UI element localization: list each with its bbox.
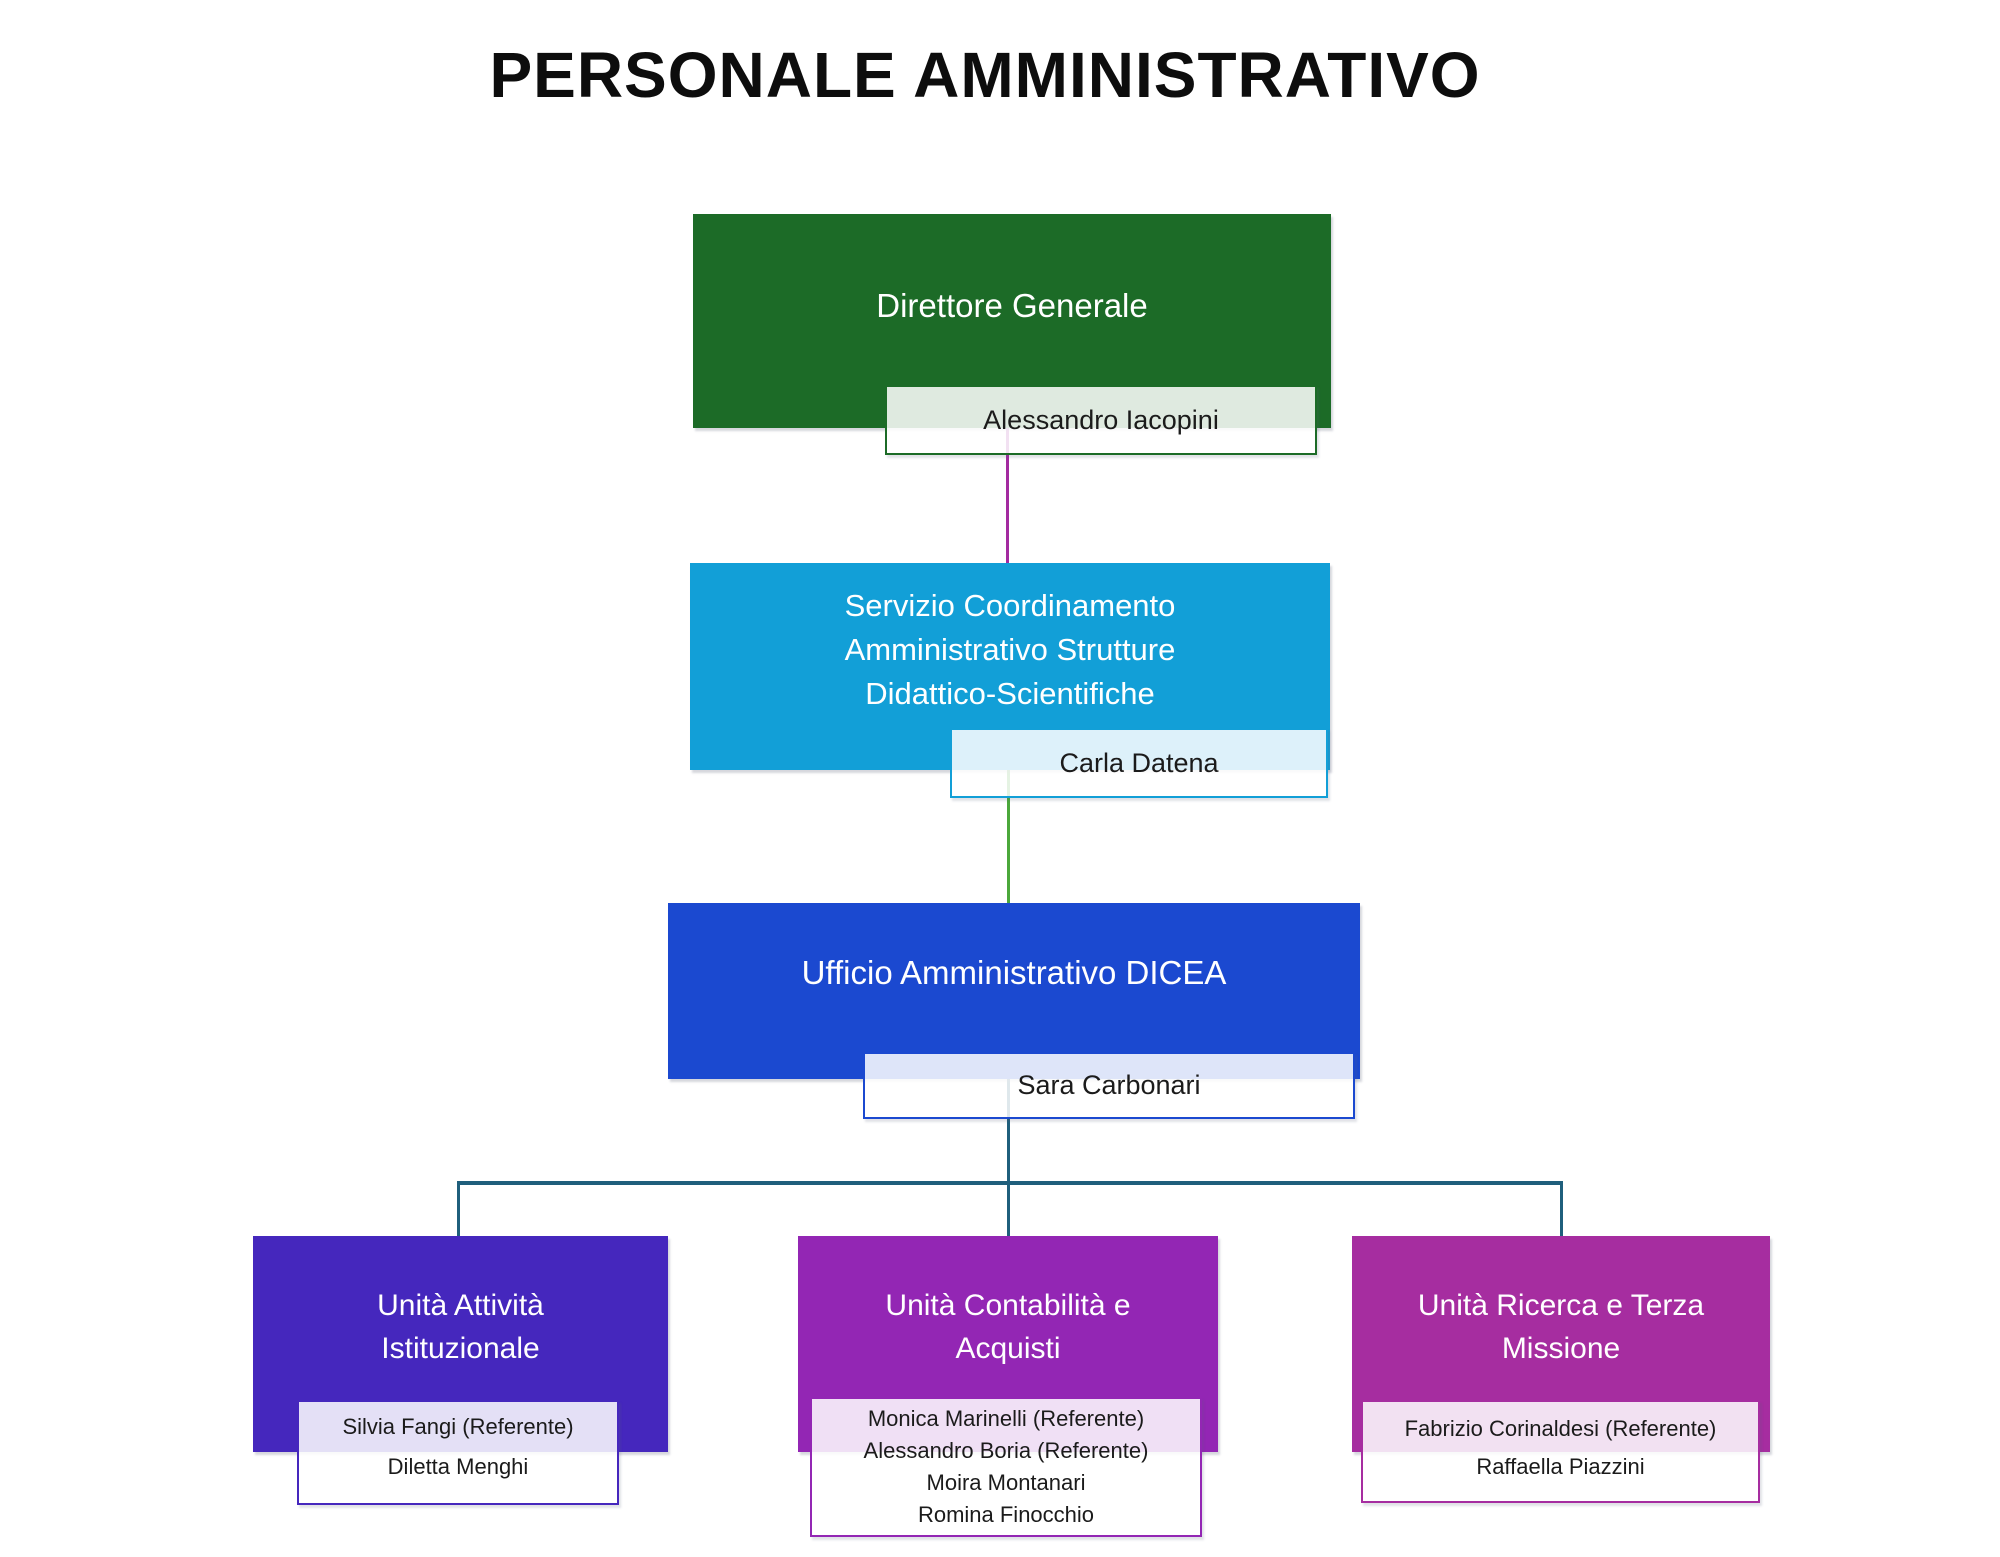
person-name: Moira Montanari	[926, 1470, 1086, 1495]
person-name: Alessandro Boria (Referente)	[863, 1438, 1149, 1463]
name-tag-direttore	[885, 385, 1317, 455]
person-name: Silvia Fangi (Referente)	[342, 1413, 574, 1439]
connector-drop-contabilita	[1007, 1181, 1010, 1236]
name-tag-ufficio	[863, 1052, 1355, 1119]
node-title-line: Amministrativo Strutture	[844, 631, 1176, 667]
node-title: Ufficio Amministrativo DICEA	[801, 954, 1227, 991]
person-name: Monica Marinelli (Referente)	[867, 1406, 1145, 1431]
node-title-line: Servizio Coordinamento	[844, 587, 1176, 623]
node-title-line: Missione	[1501, 1332, 1621, 1365]
page-title: PERSONALE AMMINISTRATIVO	[489, 39, 1481, 111]
person-name: Romina Finocchio	[917, 1502, 1095, 1527]
connector-drop-attivita	[457, 1181, 460, 1236]
connector-branch-horizontal	[457, 1181, 1563, 1185]
person-name: Fabrizio Corinaldesi (Referente)	[1404, 1415, 1717, 1441]
name-tag-attivita	[297, 1400, 619, 1505]
person-name: Carla Datena	[1059, 747, 1219, 778]
name-tag-servizio	[950, 728, 1328, 798]
node-title-line: Acquisti	[955, 1332, 1061, 1365]
node-title-line: Unità Ricerca e Terza	[1417, 1289, 1705, 1322]
person-name: Diletta Menghi	[387, 1453, 529, 1479]
connector-drop-ricerca	[1560, 1181, 1563, 1236]
node-title: Direttore Generale	[876, 287, 1148, 324]
node-title-line: Istituzionale	[381, 1332, 540, 1365]
name-tag-ricerca	[1361, 1400, 1760, 1503]
node-title-line: Unità Attività	[377, 1289, 544, 1322]
person-name: Raffaella Piazzini	[1476, 1453, 1645, 1479]
person-name: Sara Carbonari	[1017, 1070, 1201, 1100]
name-tag-contabilita	[810, 1397, 1202, 1537]
person-name: Alessandro Iacopini	[983, 404, 1219, 435]
node-title-line: Unità Contabilità e	[885, 1289, 1131, 1322]
node-title-line: Didattico-Scientifiche	[865, 675, 1155, 711]
